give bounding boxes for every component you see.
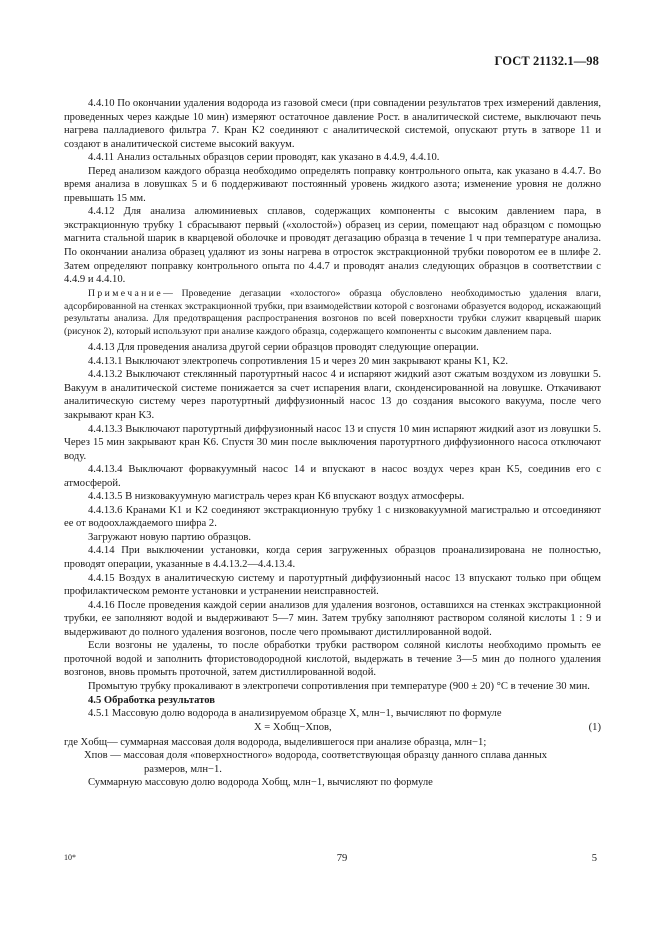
- paragraph-calcination: Промытую трубку прокаливают в электропечи сопротивления при температуре (900 ± 20) °C в течение 30 мин.: [88, 680, 590, 692]
- paragraph-control-correction: Перед анализом каждого образца необходимо определять поправку контрольного опыта, как указано в 4.4.7. Во время анализа в ловушках 5 и 6 поддерживают постоянный уровень жидкого азота; изменение уровня не должно превышать 15 мм.: [64, 165, 601, 204]
- definition-x-total-symbol: где Xобщ: [64, 736, 108, 748]
- sheet-number: 5: [591, 853, 597, 864]
- note-paragraph: [64, 288, 601, 340]
- paragraph-4-4-13-6: 4.4.13.6 Кранами K1 и K2 соединяют экстракционную трубку 1 с низковакуумной магистралью и отсоединяют ее от водоохлаждаемого шифра 2.: [64, 504, 601, 530]
- paragraph-4-4-13-2: 4.4.13.2 Выключают стеклянный паротуртный насос 4 и испаряют жидкий азот сжатым воздухом из ловушки 5. Вакуум в аналитической системе понижается за счет испарения влаги, сконденсированной на ловушке. Откачивают аналитическую систему через паротуртный диффузионный насос 13 до создания высокого вакуума, после чего закрывают кран K3.: [64, 369, 601, 422]
- definition-x-total: [64, 736, 601, 750]
- definition-x-surface-text: — массовая доля «поверхностного» водорода, соответствующая образцу данного сплава данных: [110, 750, 548, 762]
- note-text: — Проведение дегазации «холостого» образца обусловлено необходимостью удаления влаги, адсорбированной на стенках экстракционной трубки, при взаимодействии которой с возгонами образуется водород, искажающий результаты анализа. Для предотвращения распространения возгонов по всей поверхности трубки служит кварцевый шарик (рисунок 2), который используют при анализе каждого образца, содержащего компоненты с высоким давлением пара.: [64, 287, 601, 338]
- paragraph-4-4-10: 4.4.10 По окончании удаления водорода из газовой смеси (при совпадении результатов трех измерений давления, проведенных через каждые 10 мин) измеряют остаточное давление Pост. в аналитической системе, выключают печь нагрева палладиевого фильтра 7. Кран K2 соединяют с аналитической системой, опускают ртуть в затворе 11 и создают в аналитической системе высокий вакуум.: [64, 98, 601, 150]
- body-text: [64, 97, 601, 790]
- paragraph-4-4-16: 4.4.16 После проведения каждой серии анализов для удаления возгонов, оставшихся на стенках экстракционной трубки, ее заполняют водой и выдерживают 5—7 мин. Затем трубку заполняют раствором соляной кислоты 1 : 9 и выдерживают до полного удаления возгонов, после чего промывают дистиллированной водой.: [64, 599, 601, 638]
- formula-1: X = Xобщ−Xпов,: [254, 721, 332, 733]
- paragraph-4-4-15: 4.4.15 Воздух в аналитическую систему и паротуртный диффузионный насос 13 впускают только при общем профилактическом ремонте установки и устранении неисправностей.: [64, 572, 601, 598]
- definition-x-surface-continuation: размеров, млн−1.: [144, 763, 222, 775]
- paragraph-4-4-13-3: 4.4.13.3 Выключают паротуртный диффузионный насос 13 и спустя 10 мин испаряют жидкий азот из ловушки 5. Через 15 мин закрывают кран K6. Спустя 30 мин после выключения паротуртного диффузионного насоса отключают воду.: [64, 423, 601, 462]
- page-footer: [64, 853, 601, 867]
- formula-definitions: [64, 736, 601, 777]
- paragraph-4-5-1: 4.5.1 Массовую долю водорода в анализируемом образце X, млн−1, вычисляют по формуле: [88, 708, 502, 720]
- paragraph-4-4-12: 4.4.12 Для анализа алюминиевых сплавов, содержащих компоненты с высоким давлением пара, в экстракционную трубку 1 сбрасывают первый («холостой») образец из серии, помещают над образцом с помощью магнита стальной шарик в кварцевой оболочке и проводят дегазацию образца в течение 1 ч при температуре анализа. По окончании анализа образец удаляют из зоны нагрева в отросток экстракционной трубки поворотом ее в шлифе 2. Затем определяют поправку контрольного опыта по 4.4.7 и проводят анализ следующих образцов в соответствии с 4.4.9 и 4.4.10.: [64, 206, 601, 286]
- footer-signature-mark: 10*: [64, 853, 76, 862]
- paragraph-load-samples: Загружают новую партию образцов.: [88, 531, 252, 543]
- paragraph-4-4-13: 4.4.13 Для проведения анализа другой серии образцов проводят следующие операции.: [88, 342, 479, 354]
- paragraph-4-4-13-1: 4.4.13.1 Выключают электропечь сопротивления 15 и через 20 мин закрывают краны K1, K2.: [88, 355, 509, 367]
- paragraph-4-4-14: 4.4.14 При выключении установки, когда серия загруженных образцов проанализирована не полностью, проводят операции, указанные в 4.4.13.2—4.4.13.4.: [64, 545, 601, 571]
- paragraph-4-4-11: 4.4.11 Анализ остальных образцов серии проводят, как указано в 4.4.9, 4.4.10.: [88, 152, 440, 164]
- section-heading-4-5: 4.5 Обработка результатов: [88, 694, 215, 706]
- document-code-header: ГОСТ 21132.1—98: [494, 54, 599, 68]
- paragraph-4-4-13-5: 4.4.13.5 В низковакуумную магистраль через кран K6 впускают воздух атмосферы.: [88, 491, 465, 503]
- page-number: 79: [336, 853, 348, 864]
- paragraph-4-4-13-4: 4.4.13.4 Выключают форвакуумный насос 14 и впускают в насос воздух через кран K5, соединив его с атмосферой.: [64, 464, 601, 489]
- paragraph-residue-removal: Если возгоны не удалены, то после обработки трубки раствором соляной кислоты необходимо промыть ее проточной водой и заполнить фтористоводородной кислотой, выдержать в течение 3—5 мин до полного удаления возгонов, вновь промыть проточной, затем дистиллированной водой.: [64, 640, 601, 679]
- definition-x-surface: [64, 749, 601, 776]
- note-label: Примечание: [88, 287, 164, 299]
- formula-1-row: [64, 721, 601, 736]
- paragraph-total-fraction: Суммарную массовую долю водорода Xобщ, млн−1, вычисляют по формуле: [88, 777, 433, 789]
- definition-x-total-text: — суммарная массовая доля водорода, выделившегося при анализе образца, млн−1;: [107, 736, 487, 748]
- formula-1-number: (1): [588, 721, 601, 733]
- definition-x-surface-symbol: Xпов: [84, 750, 108, 762]
